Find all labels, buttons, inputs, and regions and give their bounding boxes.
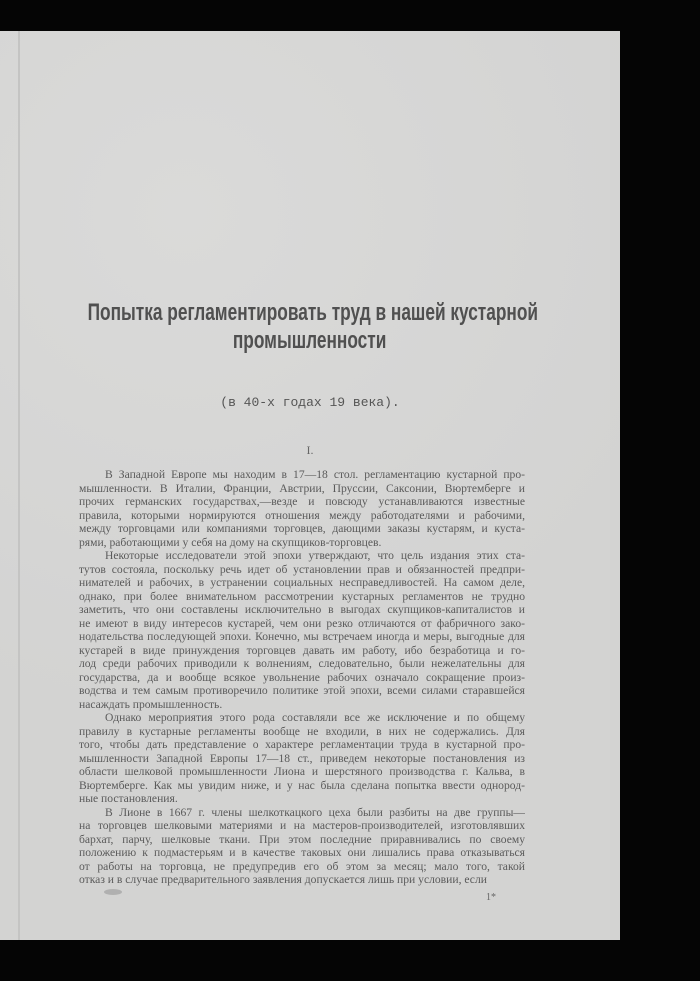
- document-page: [0, 31, 620, 940]
- text-line: Однако мероприятия этого рода составляли все же исключение и по общему: [105, 711, 525, 724]
- section-number: I.: [306, 443, 314, 457]
- article-title: [0, 299, 620, 355]
- ink-smudge: [104, 889, 122, 895]
- text-line: насаждать промышленность.: [79, 697, 223, 711]
- article-subtitle: (в 40-х годах 19 века).: [220, 395, 400, 410]
- text-line: ные постановления.: [79, 792, 178, 805]
- text-line: бархат, парчу, шелковые ткани. При этом последние приравнивались по своему: [79, 832, 525, 846]
- paragraph: [79, 468, 525, 549]
- paragraph: [79, 806, 525, 887]
- text-line: рями, работающими у себя на дому на скупщиков-торговцев.: [79, 535, 382, 549]
- text-line: В Лионе в 1667 г. члены шелкоткацкого цеха были разбиты на две группы—: [105, 805, 525, 819]
- text-line: Некоторые исследователи этой эпохи утверждают, что цель издания этих ста-: [105, 549, 525, 562]
- text-line: прочих германских государствах,—везде и повсюду устанавливаются известные: [79, 495, 525, 508]
- text-line: правила, которыми нормируются отношения между работодателями и рабочими,: [79, 508, 525, 522]
- text-line: однако, при более внимательном рассмотрении кустарных регламентов не трудно: [79, 589, 525, 603]
- text-line: мышленности. В Италии, Франции, Австрии, Пруссии, Саксонии, Вюртемберге и: [79, 481, 525, 495]
- text-line: тутов состояла, поскольку речь идет об установлении прав и обязанностей предпри-: [79, 562, 525, 576]
- title-line: промышленности: [233, 327, 387, 354]
- text-line: мышленности Западной Европы 17—18 ст., приведем некоторые постановления из: [79, 751, 525, 765]
- text-line: В Западной Европе мы находим в 17—18 стол. регламентацию кустарной про-: [105, 468, 525, 481]
- article-body: [79, 468, 525, 887]
- text-line: на торговцев шелковыми материями и на мастеров-производителей, изготовлявших: [79, 819, 525, 832]
- paragraph: [79, 711, 525, 806]
- text-line: не имеют в виду интересов кустарей, чем они резко отличаются от фабричного зако-: [79, 616, 525, 630]
- text-line: от работы на торговца, не предупредив его об этом за месяц; мало того, такой: [79, 859, 525, 873]
- paragraph: [79, 549, 525, 711]
- text-line: Вюртемберге. Как мы увидим ниже, и у нас была сделана попытка ввести однород-: [79, 778, 525, 792]
- page-fold-line: [18, 31, 20, 940]
- text-line: заметить, что они составлены исключительно в выгодах скупщиков-капиталистов и: [79, 603, 525, 616]
- text-line: между торговцами или компаниями торговцев, дающими заказы кустарям, и куста-: [79, 522, 525, 535]
- title-line: Попытка регламентировать труд в нашей кустарной: [87, 299, 539, 326]
- text-line: того, чтобы дать представление о характере регламентации труда в кустарной про-: [79, 738, 525, 751]
- text-line: нодательства последующей эпохи. Конечно, мы встречаем иногда и меры, выгодные для: [79, 630, 525, 643]
- text-line: положению к подмастерьям и в качестве таковых они лишались права отказываться: [79, 846, 525, 859]
- text-line: области шелковой промышленности Лиона и шерстяного производства г. Кальва, в: [79, 765, 525, 778]
- text-line: государства, да и вообще всякое увольнение рабочих означало сокращение произ-: [79, 670, 525, 684]
- text-line: отказ и в случае предварительного заявления допускается лишь при условии, если: [79, 873, 487, 886]
- text-line: правилу в кустарные регламенты вообще не входили, в них не содержались. Для: [79, 724, 525, 738]
- page-number: 1*: [486, 892, 496, 903]
- text-line: кустарей в виде принуждения торговцев давать им работу, ибо безработица и го-: [79, 643, 525, 657]
- text-line: нимателей и рабочих, в устранении социальных несправедливостей. На самом деле,: [79, 576, 525, 589]
- text-line: водства и тем самым противоречило политике этой эпохи, всеми силами старавшейся: [79, 684, 525, 697]
- text-line: лод среди рабочих приводили к волнениям, следовательно, были нежелательны для: [79, 657, 525, 670]
